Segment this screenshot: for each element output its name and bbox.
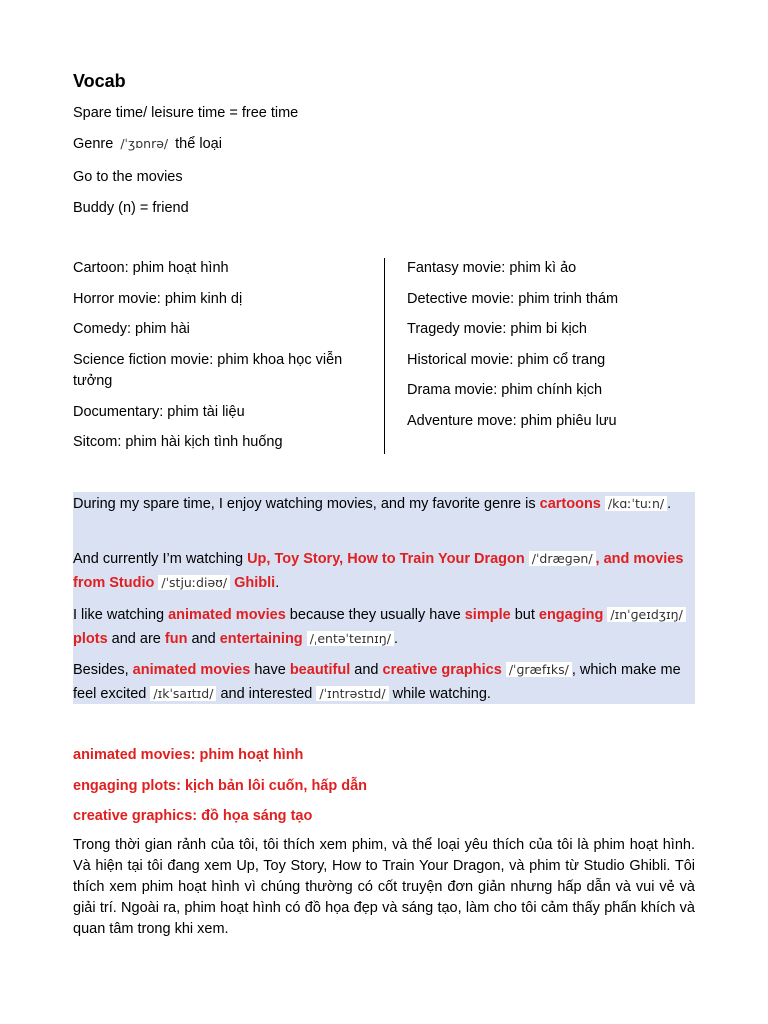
highlight-word: fun bbox=[164, 631, 188, 647]
para-text: and interested bbox=[216, 686, 317, 702]
paragraph-1 bbox=[73, 492, 695, 516]
genre-translation: thể loại bbox=[175, 136, 222, 152]
highlight-word: creative graphics bbox=[382, 662, 502, 678]
genre-ipa: /ˈʒɒnrə/ bbox=[117, 136, 171, 151]
genre-item: Horror movie: phim kinh dị bbox=[73, 290, 243, 307]
genre-item: Cartoon: phim hoạt hình bbox=[73, 260, 229, 276]
paragraph-3 bbox=[73, 603, 695, 651]
genre-list-right bbox=[407, 258, 697, 441]
genre-item: Historical movie: phim cổ trang bbox=[407, 351, 606, 368]
genre-item: Adventure move: phim phiêu lưu bbox=[407, 412, 617, 429]
para-text: because they usually have bbox=[285, 607, 465, 623]
para-text: but bbox=[510, 607, 539, 623]
genre-item: Sitcom: phim hài kịch tình huống bbox=[73, 434, 283, 450]
genre-list-left bbox=[73, 258, 373, 463]
highlight-word: simple bbox=[464, 607, 511, 623]
ipa-text: /ɪkˈsaɪtɪd/ bbox=[150, 686, 216, 701]
genre-columns bbox=[73, 258, 695, 454]
para-text: and bbox=[187, 631, 220, 647]
ipa-text: /ˌentəˈteɪnɪŋ/ bbox=[307, 631, 394, 646]
genre-word: Genre bbox=[73, 136, 114, 152]
page-title: Vocab bbox=[73, 71, 126, 91]
genre-item: Science fiction movie: phim khoa học viễn tưởng bbox=[73, 351, 343, 389]
highlight-word: animated movies bbox=[168, 607, 286, 623]
ipa-text: /ˈɡræfɪks/ bbox=[506, 662, 572, 677]
ipa-text: /kɑːˈtuːn/ bbox=[605, 496, 667, 511]
para-text: And currently I’m watching bbox=[73, 551, 248, 567]
highlighted-paragraphs bbox=[73, 492, 695, 704]
vocab-line-go-to-movies: Go to the movies bbox=[73, 169, 183, 185]
highlight-word: , and movies from Studio bbox=[73, 551, 684, 591]
highlight-word: Up, Toy Story, How to Train Your Dragon bbox=[247, 551, 525, 567]
column-divider bbox=[384, 258, 385, 454]
para-text: have bbox=[250, 662, 290, 678]
highlight-word: beautiful bbox=[289, 662, 351, 678]
vocab-line-genre bbox=[73, 135, 222, 153]
genre-item: Drama movie: phim chính kịch bbox=[407, 382, 603, 398]
ipa-text: /ˈstjuːdiəʊ/ bbox=[158, 575, 230, 590]
ipa-text: /ˈdræɡən/ bbox=[529, 551, 596, 566]
para-text: . bbox=[275, 575, 280, 591]
genre-item: Detective movie: phim trinh thám bbox=[407, 290, 619, 307]
genre-item: Comedy: phim hài bbox=[73, 321, 190, 337]
paragraph-2 bbox=[73, 547, 695, 595]
vocab-line-buddy: Buddy (n) = friend bbox=[73, 200, 189, 216]
highlight-word: plots bbox=[73, 631, 108, 647]
para-text: Besides, bbox=[73, 662, 133, 678]
genre-item: Tragedy movie: phim bi kịch bbox=[407, 321, 587, 337]
highlight-word: Ghibli bbox=[234, 575, 276, 591]
vocab-note-creative-graphics: creative graphics: đồ họa sáng tạo bbox=[73, 808, 313, 824]
ipa-text: /ɪnˈɡeɪdʒɪŋ/ bbox=[607, 607, 685, 622]
para-text: . bbox=[667, 496, 672, 512]
vocab-line-spare-time: Spare time/ leisure time = free time bbox=[73, 105, 299, 121]
highlight-word: cartoons bbox=[539, 496, 601, 512]
highlight-word: entertaining bbox=[219, 631, 303, 647]
para-text: and bbox=[350, 662, 383, 678]
para-text: . bbox=[393, 631, 398, 647]
vietnamese-translation: Trong thời gian rảnh của tôi, tôi thích xem phim, và thể loại yêu thích của tôi là phim hoạt hình. Và hiện tại tôi đang xem Up, Toy Story, How to Train Your Dragon, và phim từ Studio Ghibli. Tôi thích xem phim hoạt hình vì chúng thường có cốt truyện đơn giản nhưng hấp dẫn và vui vẻ và giải trí. Ngoài ra, phim hoạt hình có đồ họa đẹp và sáng tạo, làm cho tôi cảm thấy phấn khích và quan tâm trong khi xem. bbox=[73, 837, 695, 937]
genre-item: Fantasy movie: phim kì ảo bbox=[407, 260, 577, 276]
ipa-text: /ˈɪntrəstɪd/ bbox=[316, 686, 388, 701]
genre-item: Documentary: phim tài liệu bbox=[73, 403, 245, 420]
para-text: During my spare time, I enjoy watching movies, and my favorite genre is bbox=[73, 496, 540, 512]
vocab-note-animated-movies: animated movies: phim hoạt hình bbox=[73, 747, 304, 763]
vocab-note-engaging-plots: engaging plots: kịch bản lôi cuốn, hấp dẫn bbox=[73, 778, 368, 794]
para-text: while watching. bbox=[388, 686, 491, 702]
highlight-word: engaging bbox=[538, 607, 604, 623]
para-text: and are bbox=[107, 631, 165, 647]
para-text: I like watching bbox=[73, 607, 169, 623]
paragraph-4 bbox=[73, 658, 695, 706]
para-text: , which make me feel excited bbox=[73, 662, 681, 702]
highlight-word: animated movies bbox=[132, 662, 251, 678]
